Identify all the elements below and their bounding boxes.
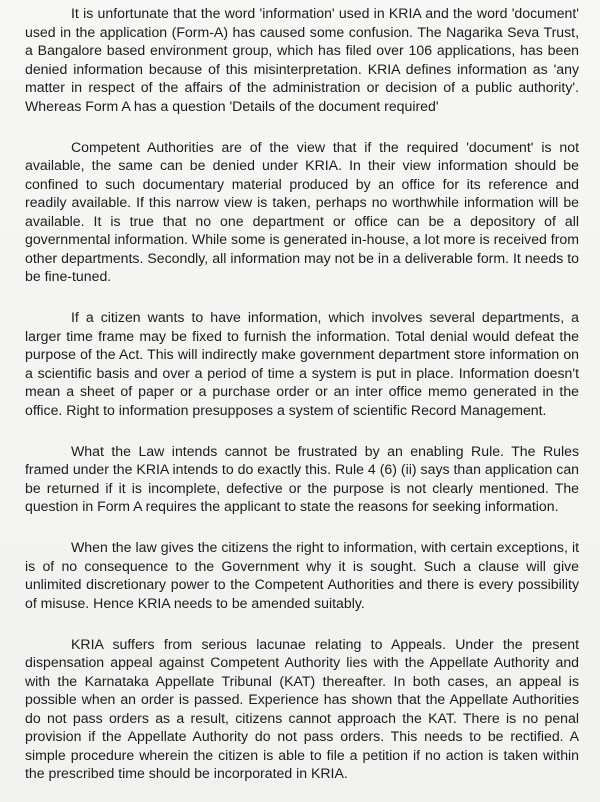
paragraph-2: Competent Authorities are of the view that if the required 'document' is not available, the same can be denied under KRIA. In their view information should be confined to such documentary material produced by an office for its reference and readily available. If this narrow view is taken, perhaps no worthwhile information will be available. It is true that no one department or office can be a depository of all governmental information. While some is generated in-house, a lot more is received from other departments. Secondly, all information may not be in a deliverable form. It needs to be fine-tuned. [25,138,579,284]
paragraph-6: KRIA suffers from serious lacunae relating to Appeals. Under the present dispensation appeal against Competent Authority lies with the Appellate Authority and with the Karnataka Appellate Tribunal (KAT) thereafter. In both cases, an appeal is possible when an order is passed. Experience has shown that the Appellate Authorities do not pass orders as a result, citizens cannot approach the KAT. There is no penal provision if the Appellate Authority do not pass orders. This needs to be rectified. A simple procedure wherein the citizen is able to file a petition if no action is taken within the prescribed time should be incorporated in KRIA. [25,635,579,781]
paragraph-1: It is unfortunate that the word 'information' used in KRIA and the word 'document' used in the application (Form-A) has caused some confusion. The Nagarika Seva Trust, a Bangalore based environment group, which has filed over 106 applications, has been denied information because of this misinterpretation. KRIA defines information as 'any matter in respect of the affairs of the administration or decision of a public authority'. Whereas Form A has a question 'Details of the document required' [25,5,579,114]
paragraph-5: When the law gives the citizens the right to information, with certain exceptions, it is of no consequence to the Government why it is sought. Such a clause will give unlimited discretionary power to the Competent Authorities and there is every possibility of misuse. Hence KRIA needs to be amended suitably. [25,539,579,611]
paragraph-4: What the Law intends cannot be frustrated by an enabling Rule. The Rules framed under the KRIA intends to do exactly this. Rule 4 (6) (ii) says than application can be returned if it is incomplete, defective or the purpose is not clearly mentioned. The question in Form A requires the applicant to state the reasons for seeking information. [25,442,579,514]
paragraph-3: If a citizen wants to have information, which involves several departments, a larger time frame may be fixed to furnish the information. Total denial would defeat the purpose of the Act. This will indirectly make government department store information on a scientific basis and over a period of time a system is put in place. Information doesn't mean a sheet of paper or a purchase order or an inter office memo generated in the office. Right to information presupposes a system of scientific Record Management. [25,309,579,418]
